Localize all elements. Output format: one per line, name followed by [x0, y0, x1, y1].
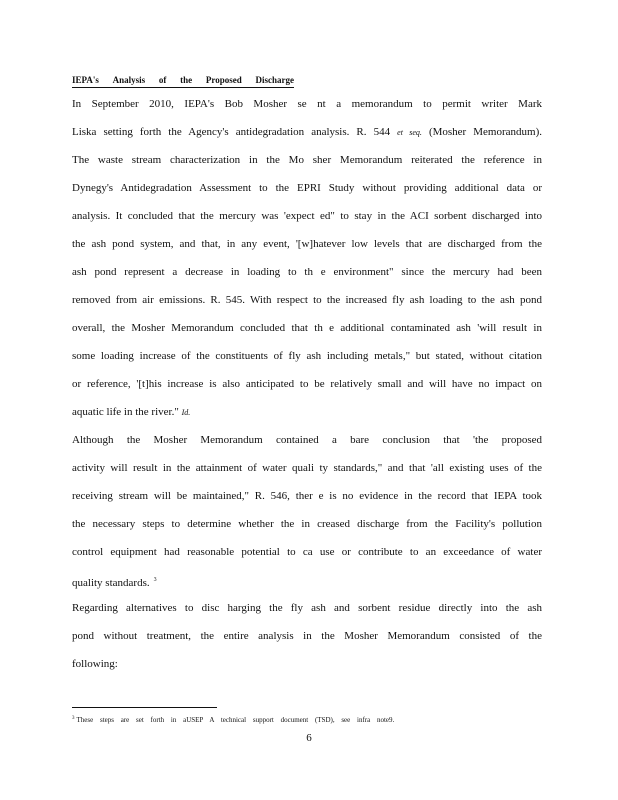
text-line: [72, 377, 542, 391]
text-line: [72, 657, 542, 671]
heading-word: Analysis: [112, 75, 146, 85]
line-text: following:: [72, 658, 118, 670]
text-line: [72, 209, 542, 223]
line-text: quality standards.: [72, 577, 150, 589]
heading-word: the: [180, 75, 193, 85]
line-text: The waste stream characterization in the Mo sher Memorandum reiterated the reference in: [72, 154, 542, 166]
text-line: [72, 517, 542, 531]
text-line: [72, 545, 542, 559]
footnote-number: 3: [72, 716, 75, 721]
line-text: Although the Mosher Memorandum contained a bare conclusion that 'the proposed: [72, 434, 542, 446]
line-text: Regarding alternatives to disc harging the fly ash and sorbent residue directly into the ash: [72, 602, 542, 614]
line-text: receiving stream will be maintained," R. 546, ther e is no evidence in the record that IEPA took: [72, 490, 542, 502]
text-line: [72, 97, 542, 111]
text-line: [72, 265, 542, 279]
line-text-after: (Mosher Memorandum).: [421, 126, 543, 138]
text-line: [72, 125, 542, 140]
text-line: [72, 237, 542, 251]
text-line: [72, 601, 542, 615]
line-text: overall, the Mosher Memorandum concluded that th e additional contaminated ash 'will result in: [72, 322, 542, 334]
line-text: Liska setting forth the Agency's antidegradation analysis. R. 544: [72, 126, 398, 138]
heading-word: Discharge: [255, 75, 294, 85]
text-line: [72, 573, 542, 590]
heading-word: of: [158, 75, 167, 85]
footnote-divider: [72, 707, 217, 708]
text-line: [72, 489, 542, 503]
heading-word: Proposed: [205, 75, 242, 85]
line-text: the necessary steps to determine whether the in creased discharge from the Facility's pollution: [72, 518, 542, 530]
citation-italic: et seq.: [397, 128, 422, 137]
text-line: [72, 629, 542, 643]
footnote-reference[interactable]: 3: [153, 577, 157, 583]
line-text: pond without treatment, the entire analysis in the Mosher Memorandum consisted of the: [72, 630, 542, 642]
footnote-text: These steps are set forth in aUSEP A technical support document (TSD), see infra note9.: [76, 716, 395, 724]
text-line: [72, 433, 542, 447]
text-line: [72, 293, 542, 307]
line-text: ash pond represent a decrease in loading to th e environment" since the mercury had been: [72, 266, 542, 278]
text-line: [72, 153, 542, 167]
line-text: some loading increase of the constituents of fly ash including metals," but stated, without citation: [72, 350, 542, 362]
text-line: [72, 461, 542, 475]
line-text: In September 2010, IEPA's Bob Mosher se nt a memorandum to permit writer Mark: [72, 98, 542, 110]
footnote: [72, 714, 394, 725]
line-text: removed from air emissions. R. 545. With respect to the increased fly ash loading to the ash pond: [72, 294, 542, 306]
line-text: aquatic life in the river.": [72, 406, 182, 418]
line-text: control equipment had reasonable potential to ca use or contribute to an exceedance of water: [72, 546, 542, 558]
line-text: or reference, '[t]his increase is also anticipated to be relatively small and will have no impact on: [72, 378, 542, 390]
line-text: activity will result in the attainment of water quali ty standards," and that 'all existing uses of the: [72, 462, 542, 474]
section-heading: [72, 74, 294, 88]
text-line: [72, 321, 542, 335]
citation-italic: Id.: [181, 408, 191, 417]
text-line: [72, 349, 542, 363]
text-line: [72, 181, 542, 195]
line-text: the ash pond system, and that, in any event, '[w]hatever low levels that are discharged from the: [72, 238, 542, 250]
line-text: analysis. It concluded that the mercury was 'expect ed" to stay in the ACI sorbent discharged into: [72, 210, 542, 222]
text-line: [72, 405, 542, 420]
page-number: 6: [306, 732, 312, 744]
heading-word: IEPA's: [72, 75, 99, 85]
line-text: Dynegy's Antidegradation Assessment to the EPRI Study without providing additional data or: [72, 182, 542, 194]
